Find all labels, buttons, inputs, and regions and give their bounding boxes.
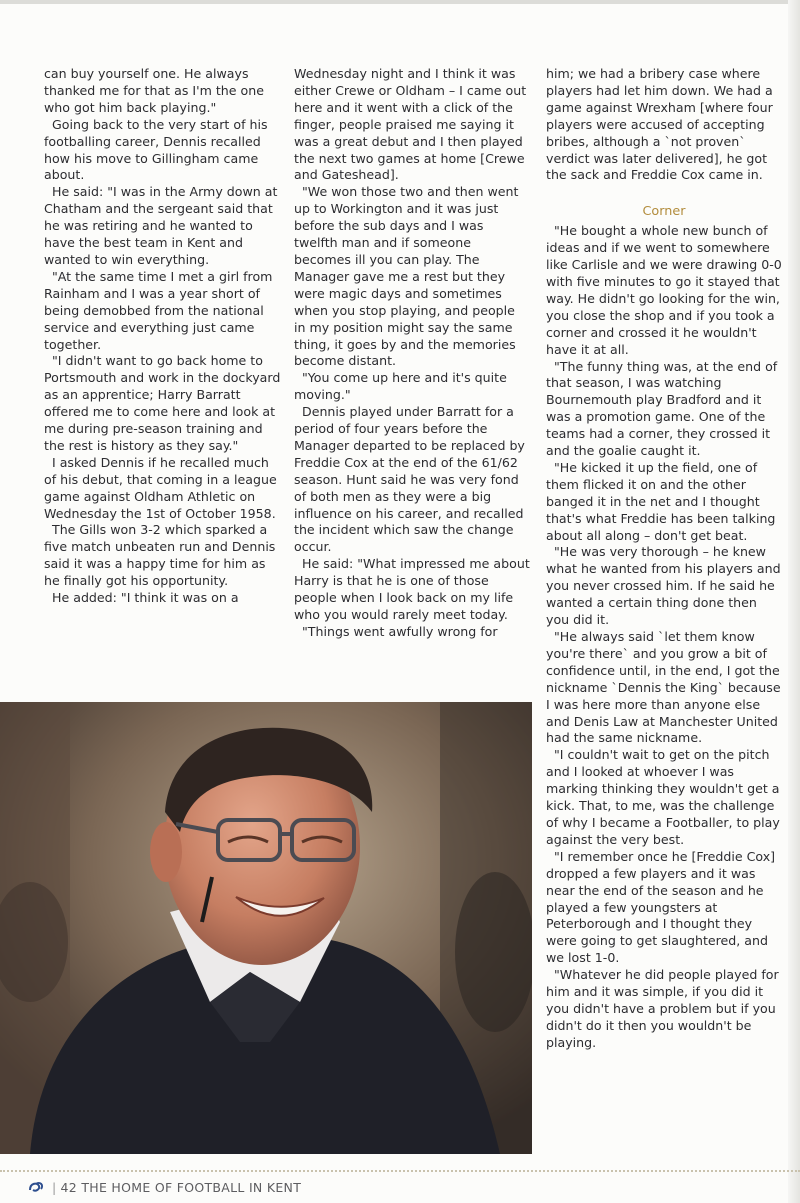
paragraph: He added: "I think it was on a — [52, 590, 239, 606]
paragraph: "At the same time I met a girl from Rainham and I was a year short of being demobbed from the national service and everything just came together. — [44, 268, 273, 352]
paragraph: I asked Dennis if he recalled much of his debut, that coming in a league game against Oldham Athletic on Wednesday the 1st of October 1958. — [44, 454, 277, 521]
paragraph: Wednesday night and I think it was either Crewe or Oldham – I came out here and it went with a click of the finger, people praised me saying it was a great debut and I then played the next two games at home [Crewe and Gateshead]. — [294, 66, 527, 183]
paragraph: He said: "What impressed me about Harry is that he is one of those people when I look back on my life who you would rarely meet today. — [294, 556, 530, 622]
paragraph: "He was very thorough – he knew what he wanted from his players and you never crossed him. If he said he wanted a certain thing done then you did it. — [546, 544, 781, 628]
paragraph: "I couldn't wait to get on the pitch and I looked at whoever I was marking thinking they wouldn't get a kick. That, to me, was the challenge of why I became a Footballer, to play against the very best. — [546, 747, 780, 847]
article-column-1 — [44, 66, 284, 607]
portrait-illustration — [0, 702, 532, 1154]
footer-divider — [0, 1170, 800, 1172]
paragraph: Going back to the very start of his footballing career, Dennis recalled how his move to Gillingham came about. — [44, 116, 268, 183]
paragraph: "He always said `let them know you're there` and you grow a bit of confidence until, in the end, I got the nickname `Dennis the King` because I was here more than anyone else and Denis Law at Manchester United had the same nickname. — [546, 629, 781, 746]
article-column-2 — [294, 66, 530, 641]
paragraph: "We won those two and then went up to Workington and it was just before the sub days and I was twelfth man and if someone becomes ill you can play. The Manager gave me a rest but they were magic days and sometimes when you stop playing, and people in my position might say the same thing, it goes by and the memories become distant. — [294, 184, 519, 369]
paragraph: "Whatever he did people played for him and it was simple, if you did it you didn't have a problem but if you didn't do it then you wouldn't be playing. — [546, 967, 779, 1050]
paragraph: can buy yourself one. He always thanked me for that as I'm the one who got him back playing." — [44, 66, 264, 115]
footer-separator: | — [52, 1180, 57, 1195]
article-column-3 — [546, 66, 782, 1052]
publication-title: THE HOME OF FOOTBALL IN KENT — [81, 1180, 302, 1195]
paragraph: "He kicked it up the field, one of them flicked it on and the other banged it in the net and I thought that's what Freddie has been talking about all along – don't get beat. — [546, 459, 776, 543]
page-footer — [28, 1180, 301, 1195]
club-logo-icon — [28, 1180, 44, 1194]
paragraph: Dennis played under Barratt for a period of four years before the Manager departed to be replaced by Freddie Cox at the end of the 61/62 season. Hunt said he was very fond of both men as they were a big influence on his career, and recalled the incident which saw the change occur. — [294, 404, 525, 555]
portrait-photo — [0, 702, 532, 1154]
page-number: 42 — [60, 1180, 78, 1195]
paragraph: "The funny thing was, at the end of that season, I was watching Bournemouth play Bradford and it was a promotion game. One of the teams had a corner, they crossed it and the goalie caught it. — [546, 358, 778, 459]
top-border — [0, 0, 800, 4]
paragraph: "You come up here and it's quite moving." — [294, 370, 507, 403]
paragraph: The Gills won 3-2 which sparked a five match unbeaten run and Dennis said it was a happy time for him as he finally got his opportunity. — [44, 522, 276, 589]
paragraph: "He bought a whole new bunch of ideas and if we went to somewhere like Carlisle and we were drawing 0-0 with five minutes to go it stayed that way. He didn't go looking for the win, you close the shop and if you took a corner and crossed it he wouldn't have it at all. — [546, 223, 782, 357]
paragraph: "I didn't want to go back home to Portsmouth and work in the dockyard as an apprentice; Harry Barratt offered me to come here and look at me during pre-season training and the rest is history as they say." — [44, 353, 281, 453]
paragraph: him; we had a bribery case where players had let him down. We had a game against Wrexham [where four players were accused of accepting bribes, although a `not proven` verdict was later delivered], he got the sack and Freddie Cox came in. — [546, 66, 773, 183]
paragraph: "Things went awfully wrong for — [302, 623, 498, 639]
paragraph: He said: "I was in the Army down at Chatham and the sergeant said that he was retiring and he wanted to have the best team in Kent and wanted to win everything. — [44, 184, 278, 267]
paragraph: "I remember once he [Freddie Cox] dropped a few players and it was near the end of the season and he played a few youngsters at Peterborough and I thought they were going to get slaughtered, and we lost 1-0. — [546, 848, 776, 966]
section-heading: Corner — [642, 204, 686, 220]
page-edge-shadow — [788, 0, 800, 1203]
